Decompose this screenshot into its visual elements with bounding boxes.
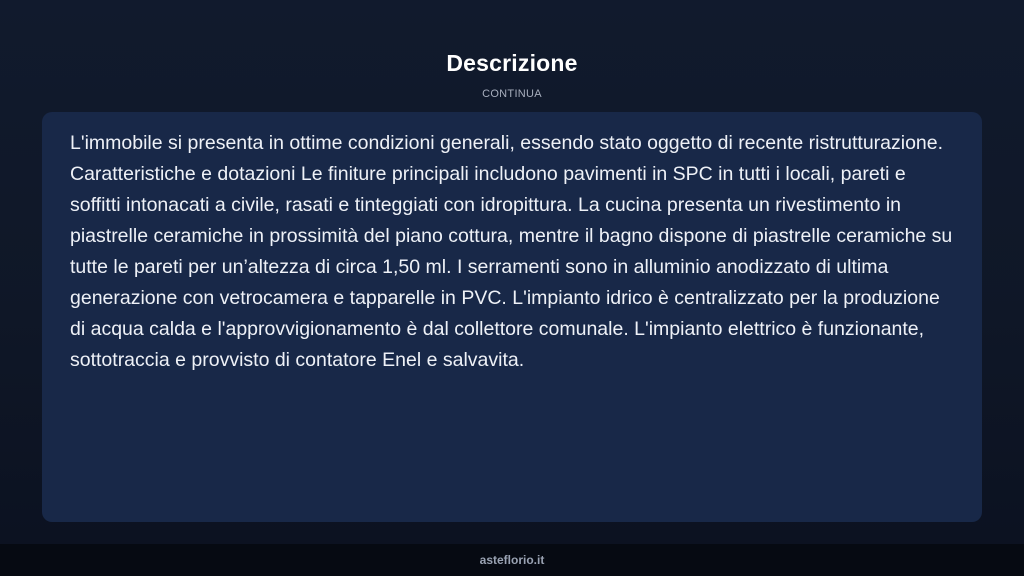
description-text: L'immobile si presenta in ottime condizioni generali, essendo stato oggetto di recente ristrutturazione. Caratteristiche e dotazioni Le finiture principali includono pavimenti in SPC in tutti i locali, pareti e soffitti intonacati a civile, rasati e tinteggiati con idropittura. La cucina presenta un rivestimento in piastrelle ceramiche in prossimità del piano cottura, mentre il bagno dispone di piastrelle ceramiche su tutte le pareti per un’altezza di circa 1,50 ml. I serramenti sono in alluminio anodizzato di ultima generazione con vetrocamera e tapparelle in PVC. L'impianto idrico è centralizzato per la produzione di acqua calda e l'approvvigionamento è dal collettore comunale. L'impianto elettrico è funzionante, sottotraccia e provvisto di contatore Enel e salvavita. bbox=[70, 132, 953, 371]
footer-bar bbox=[0, 544, 1024, 576]
page-subtitle: CONTINUA bbox=[482, 88, 542, 100]
description-card bbox=[42, 112, 982, 522]
footer-site-label: asteflorio.it bbox=[479, 553, 545, 567]
page-title: Descrizione bbox=[446, 50, 578, 76]
header bbox=[0, 48, 1024, 101]
